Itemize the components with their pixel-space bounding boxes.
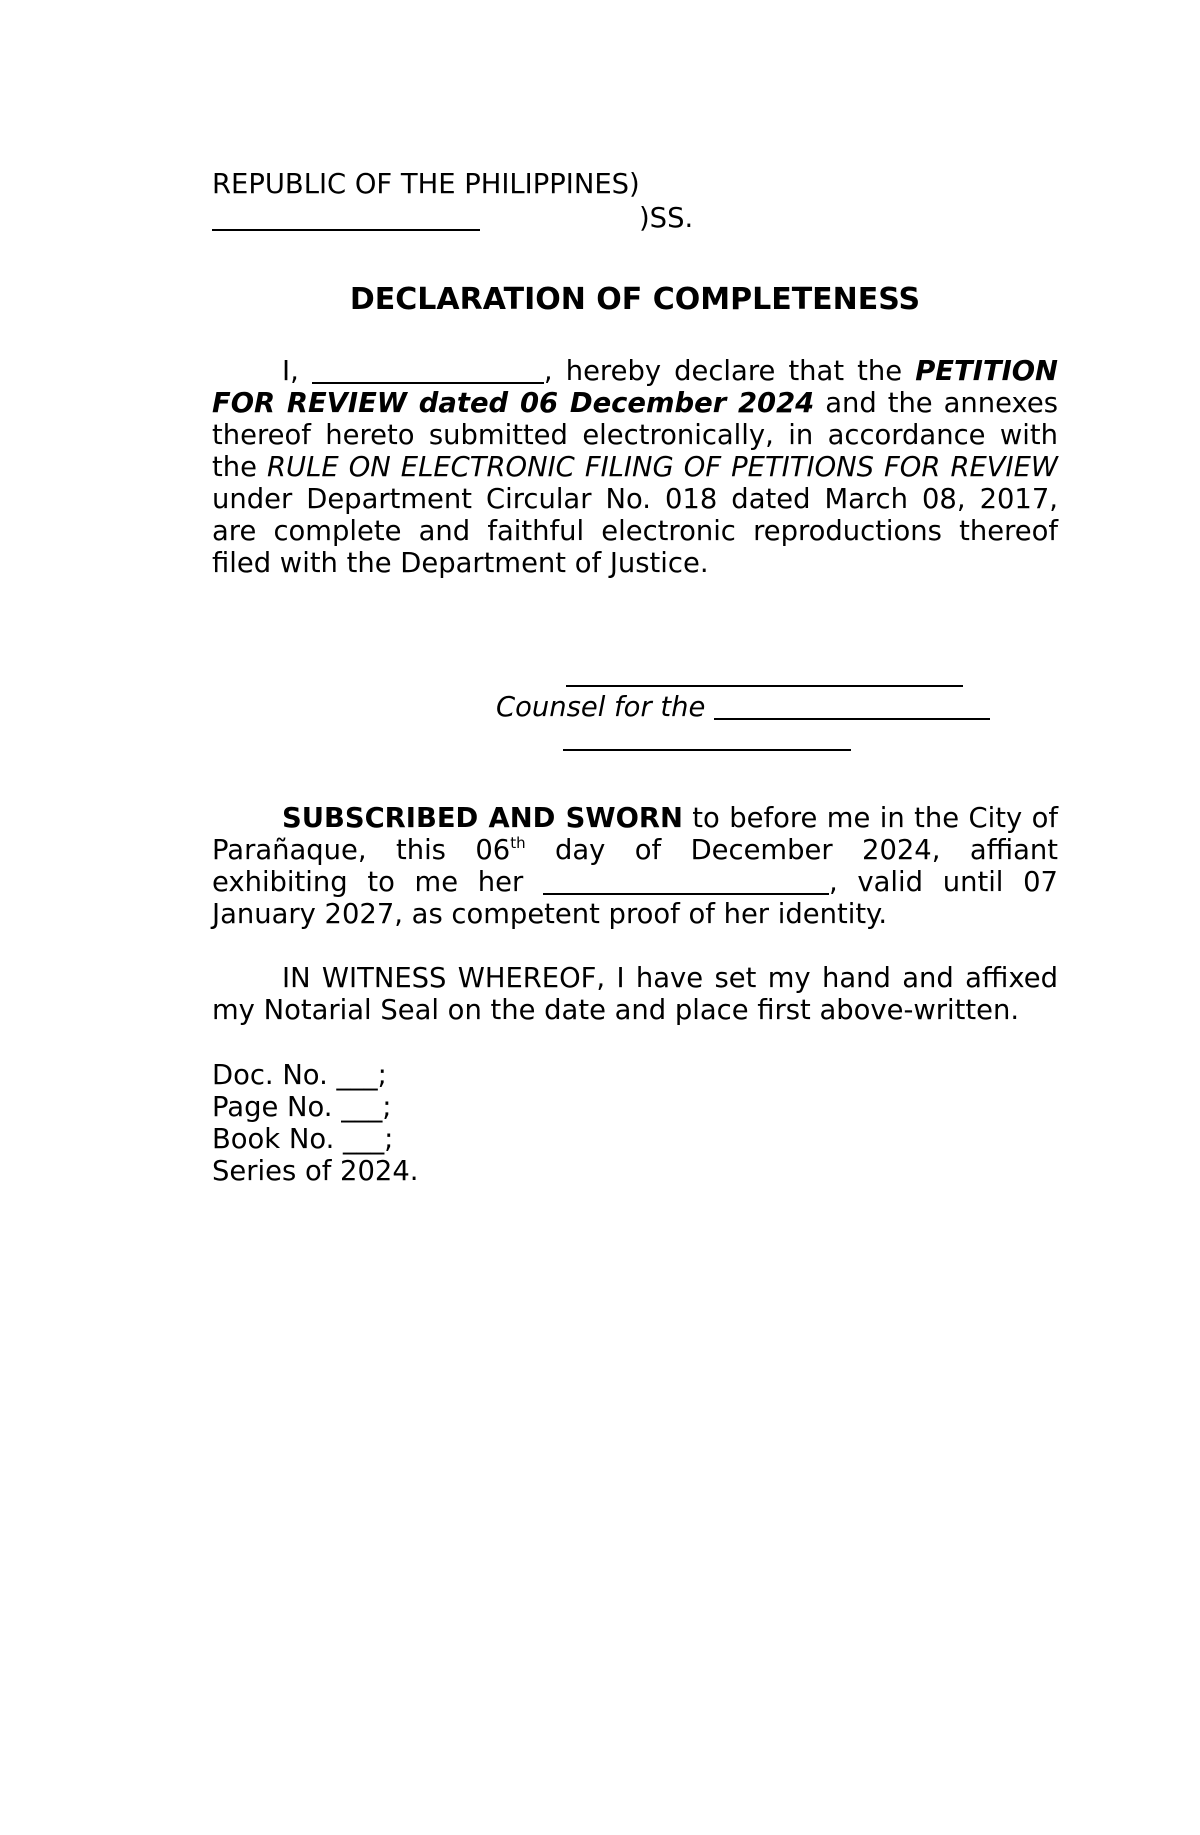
- text: RULE ON ELECTRONIC FILING OF PETITIONS FOR REVIEW: [267, 452, 1058, 483]
- jurat-line: January 2027, as competent proof of her identity.: [212, 899, 888, 930]
- declaration-line: [282, 356, 1058, 388]
- party-blank: [714, 696, 990, 720]
- superscript: th: [510, 834, 526, 852]
- page-no: Page No. ___;: [212, 1092, 392, 1123]
- text: exhibiting to me her: [212, 867, 524, 898]
- text: PETITION: [915, 356, 1058, 387]
- jurat-line: [282, 803, 1058, 835]
- text: SUBSCRIBED AND SWORN: [282, 803, 683, 834]
- declaration-line: filed with the Department of Justice.: [212, 548, 709, 579]
- text: I,: [282, 356, 299, 387]
- declarant-name-blank: [312, 360, 544, 384]
- witness-line: IN WITNESS WHEREOF, I have set my hand and affixed: [282, 963, 1058, 994]
- counsel-line: [496, 692, 996, 724]
- venue-ss: )SS.: [639, 203, 694, 234]
- declaration-line: under Department Circular No. 018 dated March 08, 2017,: [212, 484, 1058, 515]
- series: Series of 2024.: [212, 1156, 419, 1187]
- jurat-line: [212, 867, 1058, 899]
- declaration-line: [212, 388, 1058, 420]
- text: the: [212, 452, 257, 483]
- declaration-line: thereof hereto submitted electronically, in accordance with: [212, 420, 1058, 451]
- city-blank: [212, 207, 480, 231]
- id-blank: [543, 871, 829, 895]
- venue-city-line: [212, 203, 1058, 235]
- document-title: DECLARATION OF COMPLETENESS: [349, 282, 921, 317]
- declaration-line: are complete and faithful electronic reproductions thereof: [212, 516, 1058, 547]
- jurat-line: [212, 835, 1058, 867]
- venue-republic: REPUBLIC OF THE PHILIPPINES): [212, 169, 640, 200]
- text: , hereby declare that the: [543, 356, 903, 387]
- doc-no: Doc. No. ___;: [212, 1060, 387, 1091]
- text: FOR REVIEW dated 06 December 2024: [212, 388, 815, 419]
- counsel-details-line: [563, 749, 851, 751]
- text: to before me in the City of: [692, 803, 1058, 834]
- text: and the annexes: [825, 388, 1058, 419]
- text: Parañaque, this 06: [212, 835, 511, 866]
- signature-line: [566, 685, 963, 687]
- book-no: Book No. ___;: [212, 1124, 394, 1155]
- counsel-label: Counsel for the: [496, 692, 706, 723]
- text: day of December 2024, affiant: [555, 835, 1058, 866]
- text: , valid until 07: [829, 867, 1058, 898]
- witness-line: my Notarial Seal on the date and place first above-written.: [212, 995, 1020, 1026]
- declaration-line: [212, 452, 1058, 484]
